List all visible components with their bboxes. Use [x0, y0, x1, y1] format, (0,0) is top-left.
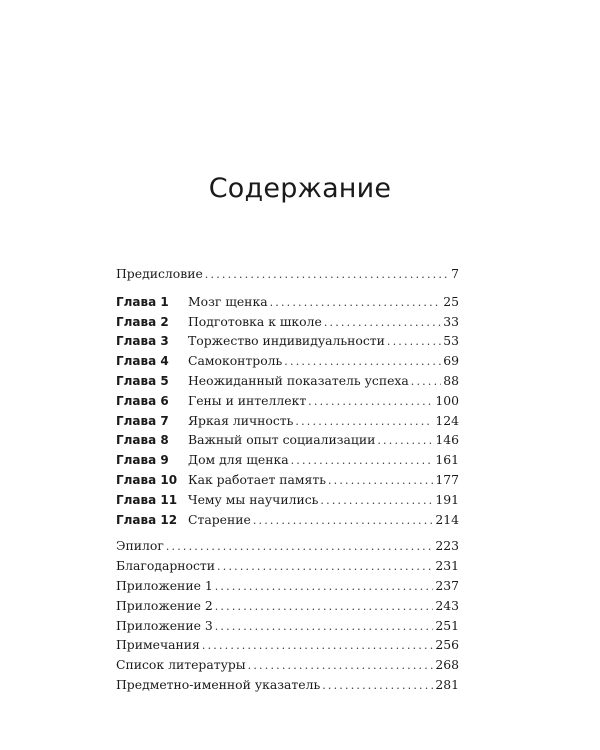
chapter-label: Глава 12 — [116, 512, 178, 527]
dot-leader — [320, 491, 433, 511]
toc-entry — [116, 635, 459, 655]
toc-entry-page: 100 — [435, 392, 459, 408]
dot-leader — [328, 471, 433, 491]
toc-entry-title: Дом для щенка — [188, 452, 289, 468]
toc-entry-title: Гены и интеллект — [188, 392, 307, 408]
toc-entry-title: Самоконтроль — [188, 353, 283, 369]
toc-entry — [116, 536, 459, 556]
toc-entry — [116, 351, 459, 371]
toc-entry — [116, 596, 459, 616]
page-title: Содержание — [208, 173, 392, 204]
toc-entry-title: Примечания — [116, 637, 200, 653]
dot-leader — [217, 557, 433, 577]
toc-entry-title: Предметно-именной указатель — [116, 676, 321, 692]
toc-entry — [116, 675, 459, 695]
dot-leader — [324, 313, 441, 333]
toc-entry-title: Чему мы научились — [188, 491, 319, 507]
dot-leader — [377, 431, 433, 451]
toc-entry-page: 214 — [435, 511, 459, 527]
chapter-label: Глава 3 — [116, 334, 169, 349]
toc-entry-page: 161 — [435, 452, 459, 468]
toc-entry-page: 191 — [435, 491, 459, 507]
toc-entry-title: Благодарности — [116, 558, 216, 574]
dot-leader — [322, 676, 433, 696]
toc-entry-page: 231 — [435, 558, 459, 574]
dot-leader — [215, 617, 434, 637]
dot-leader — [295, 412, 433, 432]
toc-entry-title: Как работает память — [188, 471, 326, 487]
chapter-label: Глава 9 — [116, 453, 169, 468]
toc-entry-page: 237 — [435, 577, 459, 593]
toc-entry — [116, 292, 459, 312]
toc-entry-title: Важный опыт социализации — [188, 432, 376, 448]
toc-entry-page: 256 — [435, 637, 459, 653]
toc-entry-page: 243 — [435, 597, 459, 613]
toc-entry — [116, 450, 459, 470]
toc-entry — [116, 576, 459, 596]
toc-entry — [116, 371, 459, 391]
dot-leader — [253, 511, 434, 531]
table-of-contents — [116, 264, 459, 695]
chapter-label: Глава 11 — [116, 492, 178, 507]
toc-entry-page: 251 — [435, 617, 459, 633]
toc-entry-page: 281 — [435, 676, 459, 692]
toc-entry-title: Старение — [188, 511, 251, 527]
dot-leader — [205, 265, 449, 285]
chapter-label: Глава 10 — [116, 472, 178, 487]
toc-entry-preface — [116, 264, 459, 284]
toc-entry-title: Предисловие — [116, 266, 203, 281]
toc-entry-page: 33 — [443, 313, 459, 329]
toc-entry-title: Яркая личность — [188, 412, 294, 428]
chapter-label: Глава 5 — [116, 373, 169, 388]
dot-leader — [166, 537, 434, 557]
toc-entry-title: Неожиданный показатель успеха — [188, 372, 409, 388]
toc-entry-page: 53 — [443, 333, 459, 349]
toc-entry-title: Приложение 2 — [116, 597, 213, 613]
toc-entry — [116, 490, 459, 510]
dot-leader — [215, 597, 434, 617]
chapter-label: Глава 1 — [116, 294, 169, 309]
toc-entry-title: Приложение 1 — [116, 577, 213, 593]
toc-entry-page: 124 — [435, 412, 459, 428]
dot-leader — [270, 293, 442, 313]
toc-entry — [116, 391, 459, 411]
dot-leader — [411, 372, 441, 392]
dot-leader — [308, 392, 433, 412]
dot-leader — [215, 577, 434, 597]
toc-entry-page: 88 — [443, 372, 459, 388]
dot-leader — [202, 636, 433, 656]
toc-entry — [116, 470, 459, 490]
toc-entry-page: 177 — [435, 471, 459, 487]
toc-entry-title: Подготовка к школе — [188, 313, 322, 329]
toc-entry — [116, 411, 459, 431]
toc-entry-page: 7 — [451, 266, 459, 281]
toc-entry-title: Мозг щенка — [188, 293, 268, 309]
toc-entry-title: Приложение 3 — [116, 617, 213, 633]
toc-entry-title: Эпилог — [116, 538, 164, 554]
chapter-list — [116, 292, 459, 530]
toc-entry-title: Список литературы — [116, 657, 246, 673]
dot-leader — [248, 656, 434, 676]
chapter-label: Глава 4 — [116, 354, 169, 369]
toc-entry — [116, 655, 459, 675]
chapter-label: Глава 2 — [116, 314, 169, 329]
dot-leader — [284, 352, 441, 372]
back-matter-list — [116, 536, 459, 694]
toc-entry — [116, 430, 459, 450]
dot-leader — [291, 451, 434, 471]
toc-entry-page: 69 — [443, 353, 459, 369]
chapter-label: Глава 7 — [116, 413, 169, 428]
toc-entry — [116, 331, 459, 351]
toc-entry — [116, 556, 459, 576]
toc-entry-title: Торжество индивидуальности — [188, 333, 385, 349]
toc-entry — [116, 616, 459, 636]
toc-entry — [116, 510, 459, 530]
chapter-label: Глава 8 — [116, 433, 169, 448]
chapter-label: Глава 6 — [116, 393, 169, 408]
toc-entry — [116, 312, 459, 332]
toc-entry-page: 268 — [435, 657, 459, 673]
dot-leader — [387, 332, 441, 352]
toc-entry-page: 25 — [443, 293, 459, 309]
toc-entry-page: 146 — [435, 432, 459, 448]
toc-entry-page: 223 — [435, 538, 459, 554]
